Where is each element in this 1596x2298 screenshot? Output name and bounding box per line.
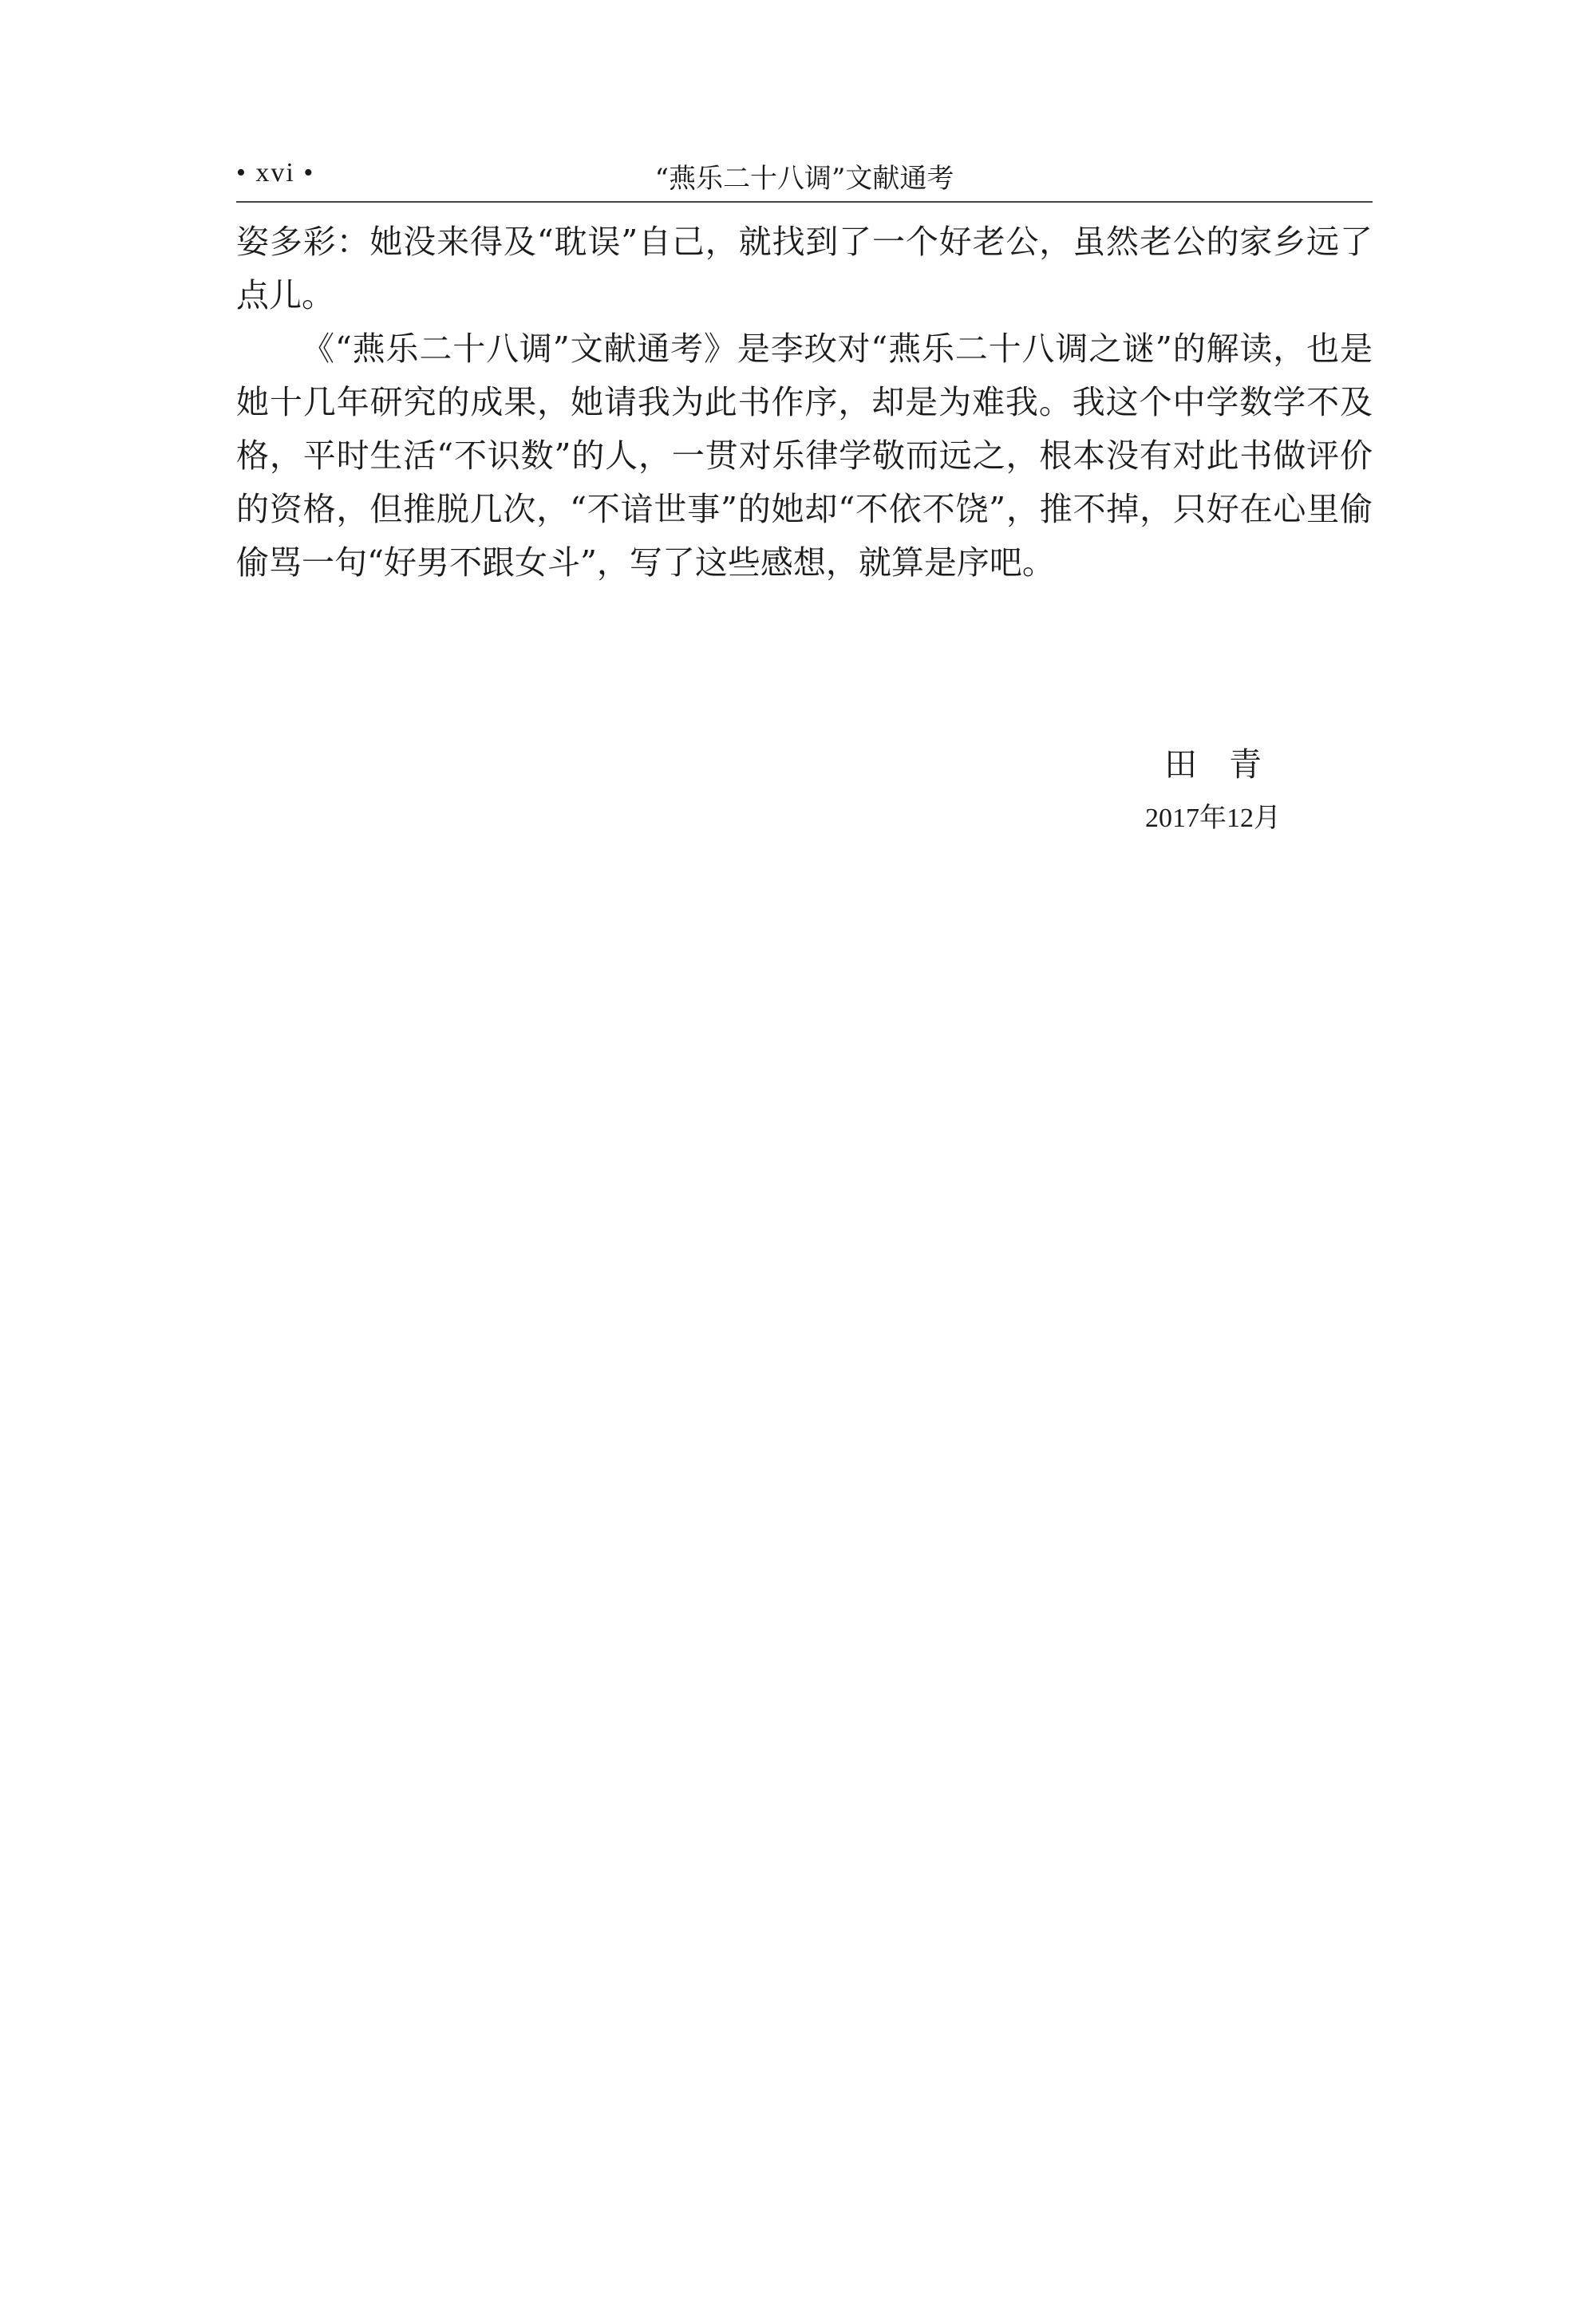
body-text <box>236 215 1373 590</box>
signature-date: 2017年12月 <box>1145 804 1281 833</box>
author-name: 田青 <box>1164 745 1294 784</box>
paragraph-continued: 姿多彩：她没来得及“耽误”自己，就找到了一个好老公，虽然老公的家乡远了点儿。 <box>236 223 1373 314</box>
signature <box>1101 740 1325 843</box>
running-header <box>236 153 1373 203</box>
book-title: “燕乐二十八调”文献通考 <box>654 163 954 195</box>
paragraph: 《“燕乐二十八调”文献通考》是李玫对“燕乐二十八调之谜”的解读，也是她十几年研究的成果，她请我为此书作序，却是为难我。我这个中学数学不及格，平时生活“不识数”的人，一贯对乐律学敬而远之，根本没有对此书做评价的资格，但推脱几次，“不谙世事”的她却“不依不饶”，推不掉，只好在心里偷偷骂一句“好男不跟女斗”，写了这些感想，就算是序吧。 <box>236 330 1373 582</box>
page-number: • xvi • <box>236 158 315 188</box>
